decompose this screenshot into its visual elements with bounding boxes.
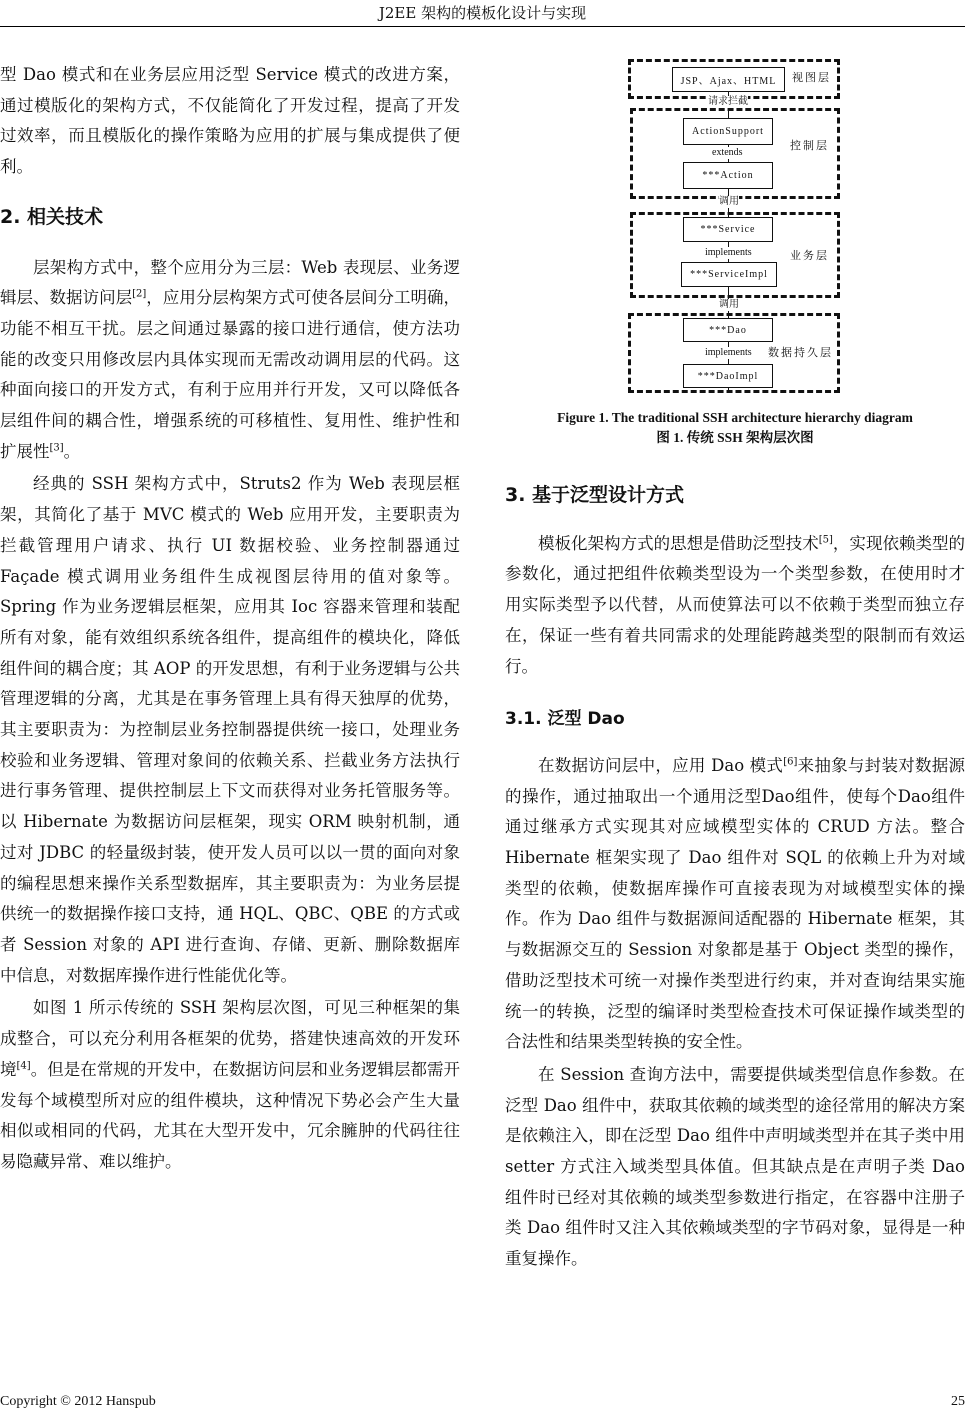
layer-label: 控制层 bbox=[790, 140, 829, 152]
citation-ref: [3] bbox=[49, 442, 64, 454]
link-label: extends bbox=[712, 147, 743, 158]
text-run: 来抽象与封装对数据源的操作，通过抽取出一个通用泛型Dao组件，使每个Dao组件通过继承方式实现其对应域模型实体的 CRUD 方法。整合 Hibernate 框架实现了 Dao 组件对 SQL 的依赖上升为对域类型的依赖，使数据库操作可直接表现为对域模型实体的操作。作为 Dao 组件与数据源间适配器的 Hibernate 框架，其与数据源交互的 Session 对象都是基于 Object 类型的操作，借助泛型技术可统一对操作类型进行约束，并对查询结果实施统一的转换，泛型的编译时类型检查技术可保证操作域类型的合法性和结果类型转换的安全性。 bbox=[505, 755, 965, 1052]
subsection-heading: 3.1. 泛型 Dao bbox=[505, 709, 625, 730]
copyright: Copyright © 2012 Hanspub bbox=[0, 1394, 156, 1409]
paragraph bbox=[0, 60, 460, 183]
text-run: 模板化架构方式的思想是借助泛型技术 bbox=[538, 533, 819, 553]
diagram-box: ***Dao bbox=[683, 318, 773, 342]
layer-label: 业务层 bbox=[790, 250, 829, 262]
page-number: 25 bbox=[951, 1394, 965, 1409]
text-run: ，应用分层构架方式可使各层间分工明确，功能不相互干扰。层之间通过暴露的接口进行通信，使方法功能的改变只用修改层内具体实现而无需改动调用层的代码。这种面向接口的开发方式，有利于应用并行开发，又可以降低各层组件间的耦合性，增强系统的可移植性、复用性、维护性和扩展性 bbox=[0, 288, 461, 461]
link-label: implements bbox=[705, 347, 752, 358]
left-column bbox=[0, 60, 460, 1178]
text-run: 。 bbox=[63, 441, 81, 461]
paragraph bbox=[505, 751, 965, 1058]
layer-label: 视图层 bbox=[792, 72, 831, 84]
paragraph bbox=[505, 1060, 965, 1275]
link-label: 调用 bbox=[719, 196, 739, 207]
paragraph bbox=[0, 253, 460, 468]
paragraph bbox=[0, 469, 460, 991]
text-run: 在 Session 查询方法中，需要提供域类型信息作参数。在泛型 Dao 组件中，获取其依赖的域类型的途径常用的解决方案是依赖注入，即在泛型 Dao 组件中声明域类型并在其子类中用 setter 方式注入域类型具体值。但其缺点是在声明子类 Dao 组件时已经对其依赖的域类型参数进行指定，在容器中注册子类 Dao 组件时又注入其依赖域类型的字节码对象，显得是一种重复操作。 bbox=[505, 1064, 965, 1269]
citation-ref: [6] bbox=[783, 756, 798, 768]
section-heading: 2. 相关技术 bbox=[0, 205, 104, 228]
link-label: 请求拦截 bbox=[708, 96, 748, 107]
diagram-box: ***Service bbox=[683, 217, 773, 242]
link-label: implements bbox=[705, 247, 752, 258]
diagram-box: JSP、Ajax、HTML bbox=[672, 67, 785, 92]
text-run: 经典的 SSH 架构方式中，Struts2 作为 Web 表现层框架，其简化了基于 MVC 模式的 Web 应用开发，主要职责为拦截管理用户请求、执行 UI 数据校验、业务控制器通过 Façade 模式调用业务组件生成视图层待用的值对象等。Spring 作为业务逻辑层框架，应用其 Ioc 容器来管理和装配所有对象，能有效组织系统各组件，提高组件的模块化，降低组件间的耦合度；其 AOP 的开发思想，有利于业务逻辑与公共管理逻辑的分离，尤其是在事务管理上具有得天独厚的优势，其主要职责为：为控制层业务控制器提供统一接口，处理业务校验和业务逻辑、管理对象间的依赖关系、拦截业务方法执行进行事务管理、提供控制层上下文而获得对业务托管服务等。以 Hibernate 为数据访问层框架，现实 ORM 映射机制，通过对 JDBC 的轻量级封装，使开发人员可以以一贯的面向对象的编程思想来操作关系型数据库，其主要职责为：为业务层提供统一的数据操作接口支持，通 HQL、QBC、QBE 的方式或者 Session 对象的 API 进行查询、存储、更新、删除数据库中信息，对数据库操作进行性能优化等。 bbox=[0, 474, 460, 985]
link-label: 调用 bbox=[719, 299, 739, 310]
diagram-box: ActionSupport bbox=[683, 118, 773, 145]
running-header: J2EE 架构的模板化设计与实现 bbox=[378, 4, 587, 22]
text-run: ，实现依赖类型的参数化，通过把组件依赖类型设为一个类型参数，在使用时才用实际类型予以代替，从而使算法可以不依赖于类型而独立存在，保证一些有着共同需求的处理能跨越类型的限制而有效运行。 bbox=[505, 533, 965, 676]
section-heading: 3. 基于泛型设计方式 bbox=[505, 484, 685, 506]
citation-ref: [5] bbox=[818, 534, 833, 546]
header-rule bbox=[0, 26, 965, 27]
figure-caption-zh: 图 1. 传统 SSH 架构层次图 bbox=[656, 430, 814, 445]
diagram-box: ***DaoImpl bbox=[683, 364, 773, 388]
text-run: 在数据访问层中，应用 Dao 模式 bbox=[538, 755, 784, 775]
right-column bbox=[505, 480, 965, 1275]
text-run: 。但是在常规的开发中，在数据访问层和业务逻辑层都需开发每个域模型所对应的组件模块，这种情况下势必会产生大量相似或相同的代码，尤其在大型开发中，冗余臃肿的代码往往易隐藏异常、难以维护。 bbox=[0, 1059, 461, 1171]
paragraph bbox=[0, 993, 460, 1177]
diagram-box: ***ServiceImpl bbox=[681, 262, 777, 287]
figure-caption-en: Figure 1. The traditional SSH architecture hierarchy diagram bbox=[557, 410, 913, 425]
citation-ref: [4] bbox=[16, 1060, 31, 1072]
layer-label: 数据持久层 bbox=[768, 347, 833, 359]
citation-ref: [2] bbox=[132, 288, 147, 300]
text-run: 如图 1 所示传统的 SSH 架构层次图，可见三种框架的集成整合，可以充分利用各框架的优势，搭建快速高效的开发环境 bbox=[0, 998, 460, 1079]
text-run: 型 Dao 模式和在业务层应用泛型 Service 模式的改进方案，通过模版化的架构方式，不仅能简化了开发过程，提高了开发过效率，而且模版化的操作策略为应用的扩展与集成提供了便利。 bbox=[0, 65, 460, 177]
diagram-box: ***Action bbox=[683, 162, 773, 189]
text-run: 层架构方式中，整个应用分为三层：Web 表现层、业务逻辑层、数据访问层 bbox=[0, 257, 460, 308]
paragraph bbox=[505, 529, 965, 683]
